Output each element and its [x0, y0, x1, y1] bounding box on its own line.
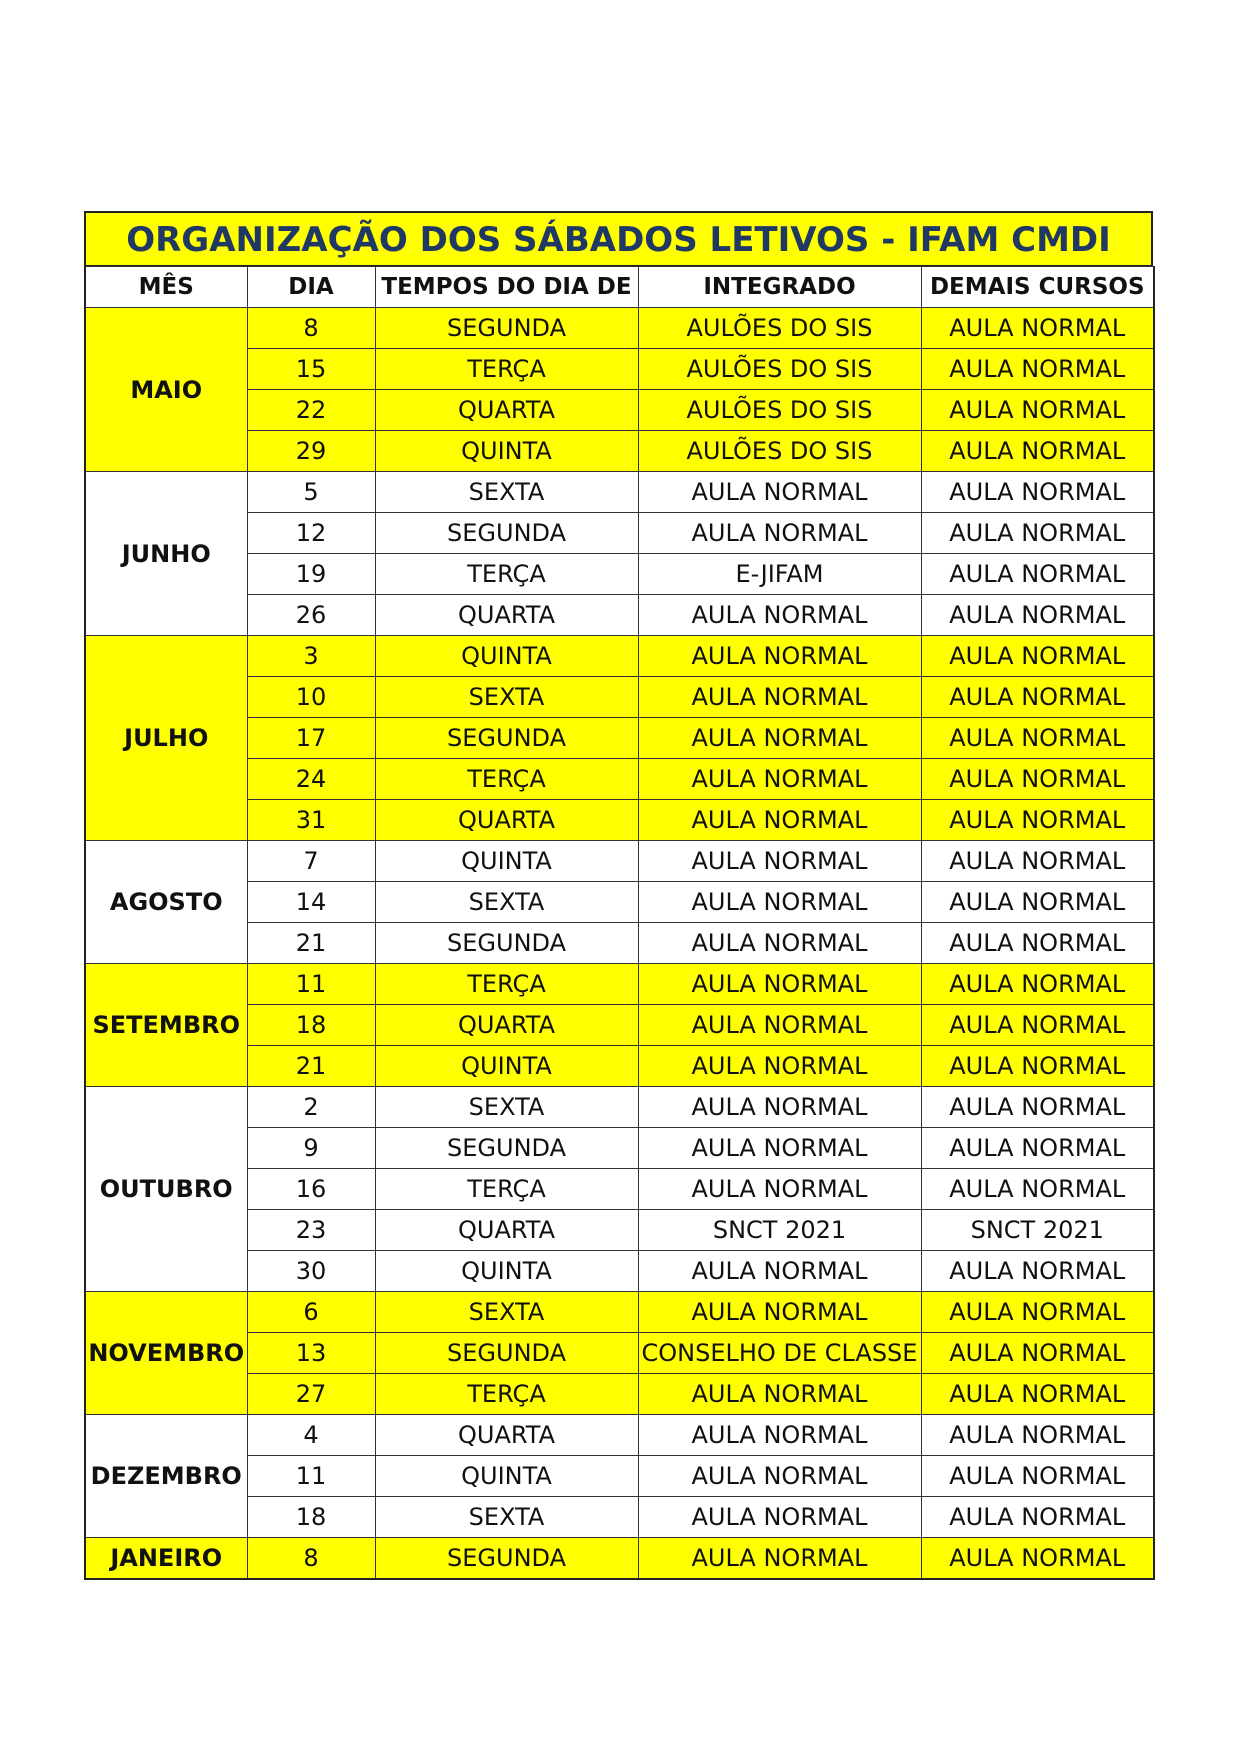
month-cell: AGOSTO: [85, 841, 247, 964]
day-cell: 16: [247, 1169, 375, 1210]
day-cell: 9: [247, 1128, 375, 1169]
integrado-cell: AULÕES DO SIS: [638, 308, 921, 349]
integrado-cell: AULA NORMAL: [638, 636, 921, 677]
demais-cursos-cell: AULA NORMAL: [921, 431, 1154, 472]
day-cell: 12: [247, 513, 375, 554]
weekday-cell: QUINTA: [375, 841, 638, 882]
integrado-cell: CONSELHO DE CLASSE: [638, 1333, 921, 1374]
day-cell: 3: [247, 636, 375, 677]
integrado-cell: AULA NORMAL: [638, 1538, 921, 1580]
weekday-cell: TERÇA: [375, 964, 638, 1005]
demais-cursos-cell: AULA NORMAL: [921, 1415, 1154, 1456]
day-cell: 21: [247, 1046, 375, 1087]
weekday-cell: TERÇA: [375, 1169, 638, 1210]
demais-cursos-cell: AULA NORMAL: [921, 800, 1154, 841]
demais-cursos-cell: AULA NORMAL: [921, 1374, 1154, 1415]
day-cell: 27: [247, 1374, 375, 1415]
integrado-cell: AULA NORMAL: [638, 1128, 921, 1169]
table-row: [85, 1415, 1154, 1456]
demais-cursos-cell: AULA NORMAL: [921, 308, 1154, 349]
integrado-cell: AULA NORMAL: [638, 1005, 921, 1046]
weekday-cell: SEGUNDA: [375, 1333, 638, 1374]
table-row: [85, 636, 1154, 677]
month-cell: OUTUBRO: [85, 1087, 247, 1292]
table-row: [85, 1292, 1154, 1333]
integrado-cell: AULA NORMAL: [638, 472, 921, 513]
demais-cursos-cell: AULA NORMAL: [921, 677, 1154, 718]
weekday-cell: QUINTA: [375, 431, 638, 472]
demais-cursos-cell: AULA NORMAL: [921, 390, 1154, 431]
month-cell: DEZEMBRO: [85, 1415, 247, 1538]
integrado-cell: AULA NORMAL: [638, 841, 921, 882]
day-cell: 11: [247, 964, 375, 1005]
weekday-cell: TERÇA: [375, 554, 638, 595]
day-cell: 14: [247, 882, 375, 923]
demais-cursos-cell: AULA NORMAL: [921, 1497, 1154, 1538]
day-cell: 31: [247, 800, 375, 841]
integrado-cell: AULÕES DO SIS: [638, 431, 921, 472]
weekday-cell: SEXTA: [375, 1087, 638, 1128]
schedule-body: [85, 308, 1154, 1580]
header-weekday-schedule: TEMPOS DO DIA DE: [375, 267, 638, 308]
weekday-cell: QUINTA: [375, 1251, 638, 1292]
month-cell: MAIO: [85, 308, 247, 472]
table-row: [85, 1538, 1154, 1580]
day-cell: 18: [247, 1005, 375, 1046]
integrado-cell: AULÕES DO SIS: [638, 390, 921, 431]
day-cell: 24: [247, 759, 375, 800]
integrado-cell: AULA NORMAL: [638, 800, 921, 841]
demais-cursos-cell: AULA NORMAL: [921, 513, 1154, 554]
day-cell: 2: [247, 1087, 375, 1128]
demais-cursos-cell: AULA NORMAL: [921, 636, 1154, 677]
day-cell: 7: [247, 841, 375, 882]
integrado-cell: SNCT 2021: [638, 1210, 921, 1251]
demais-cursos-cell: AULA NORMAL: [921, 595, 1154, 636]
integrado-cell: AULA NORMAL: [638, 1169, 921, 1210]
day-cell: 26: [247, 595, 375, 636]
demais-cursos-cell: SNCT 2021: [921, 1210, 1154, 1251]
integrado-cell: AULA NORMAL: [638, 1374, 921, 1415]
day-cell: 8: [247, 1538, 375, 1580]
weekday-cell: SEXTA: [375, 677, 638, 718]
weekday-cell: QUARTA: [375, 595, 638, 636]
weekday-cell: TERÇA: [375, 1374, 638, 1415]
table-row: [85, 308, 1154, 349]
weekday-cell: TERÇA: [375, 759, 638, 800]
table-row: [85, 1087, 1154, 1128]
document-title: ORGANIZAÇÃO DOS SÁBADOS LETIVOS - IFAM CMDI: [84, 211, 1153, 266]
integrado-cell: AULA NORMAL: [638, 1497, 921, 1538]
demais-cursos-cell: AULA NORMAL: [921, 1005, 1154, 1046]
integrado-cell: AULA NORMAL: [638, 595, 921, 636]
integrado-cell: AULA NORMAL: [638, 513, 921, 554]
demais-cursos-cell: AULA NORMAL: [921, 923, 1154, 964]
demais-cursos-cell: AULA NORMAL: [921, 1046, 1154, 1087]
demais-cursos-cell: AULA NORMAL: [921, 1456, 1154, 1497]
day-cell: 21: [247, 923, 375, 964]
integrado-cell: AULA NORMAL: [638, 1415, 921, 1456]
integrado-cell: AULA NORMAL: [638, 1292, 921, 1333]
day-cell: 30: [247, 1251, 375, 1292]
demais-cursos-cell: AULA NORMAL: [921, 1333, 1154, 1374]
weekday-cell: SEGUNDA: [375, 513, 638, 554]
header-integrado: INTEGRADO: [638, 267, 921, 308]
integrado-cell: AULÕES DO SIS: [638, 349, 921, 390]
table-row: [85, 472, 1154, 513]
weekday-cell: QUINTA: [375, 636, 638, 677]
weekday-cell: QUARTA: [375, 1210, 638, 1251]
demais-cursos-cell: AULA NORMAL: [921, 1292, 1154, 1333]
weekday-cell: SEXTA: [375, 472, 638, 513]
demais-cursos-cell: AULA NORMAL: [921, 1169, 1154, 1210]
day-cell: 18: [247, 1497, 375, 1538]
demais-cursos-cell: AULA NORMAL: [921, 1128, 1154, 1169]
weekday-cell: TERÇA: [375, 349, 638, 390]
demais-cursos-cell: AULA NORMAL: [921, 554, 1154, 595]
weekday-cell: SEGUNDA: [375, 1538, 638, 1580]
day-cell: 15: [247, 349, 375, 390]
day-cell: 17: [247, 718, 375, 759]
day-cell: 8: [247, 308, 375, 349]
weekday-cell: QUINTA: [375, 1456, 638, 1497]
month-cell: NOVEMBRO: [85, 1292, 247, 1415]
weekday-cell: SEXTA: [375, 1497, 638, 1538]
day-cell: 29: [247, 431, 375, 472]
integrado-cell: AULA NORMAL: [638, 1251, 921, 1292]
day-cell: 22: [247, 390, 375, 431]
demais-cursos-cell: AULA NORMAL: [921, 964, 1154, 1005]
header-month: MÊS: [85, 267, 247, 308]
demais-cursos-cell: AULA NORMAL: [921, 1251, 1154, 1292]
table-row: [85, 964, 1154, 1005]
integrado-cell: E-JIFAM: [638, 554, 921, 595]
weekday-cell: SEGUNDA: [375, 1128, 638, 1169]
weekday-cell: QUARTA: [375, 1005, 638, 1046]
demais-cursos-cell: AULA NORMAL: [921, 1538, 1154, 1580]
weekday-cell: QUARTA: [375, 1415, 638, 1456]
weekday-cell: SEXTA: [375, 882, 638, 923]
header-row: [85, 267, 1154, 308]
integrado-cell: AULA NORMAL: [638, 718, 921, 759]
day-cell: 6: [247, 1292, 375, 1333]
weekday-cell: SEGUNDA: [375, 923, 638, 964]
integrado-cell: AULA NORMAL: [638, 964, 921, 1005]
month-cell: SETEMBRO: [85, 964, 247, 1087]
day-cell: 19: [247, 554, 375, 595]
weekday-cell: QUARTA: [375, 390, 638, 431]
integrado-cell: AULA NORMAL: [638, 923, 921, 964]
weekday-cell: SEXTA: [375, 1292, 638, 1333]
month-cell: JULHO: [85, 636, 247, 841]
integrado-cell: AULA NORMAL: [638, 1087, 921, 1128]
day-cell: 13: [247, 1333, 375, 1374]
integrado-cell: AULA NORMAL: [638, 1456, 921, 1497]
day-cell: 23: [247, 1210, 375, 1251]
demais-cursos-cell: AULA NORMAL: [921, 718, 1154, 759]
day-cell: 11: [247, 1456, 375, 1497]
header-day: DIA: [247, 267, 375, 308]
demais-cursos-cell: AULA NORMAL: [921, 1087, 1154, 1128]
header-demais-cursos: DEMAIS CURSOS: [921, 267, 1154, 308]
month-cell: JUNHO: [85, 472, 247, 636]
demais-cursos-cell: AULA NORMAL: [921, 349, 1154, 390]
schedule-table: [84, 266, 1155, 1580]
integrado-cell: AULA NORMAL: [638, 677, 921, 718]
table-row: [85, 841, 1154, 882]
demais-cursos-cell: AULA NORMAL: [921, 472, 1154, 513]
demais-cursos-cell: AULA NORMAL: [921, 841, 1154, 882]
weekday-cell: SEGUNDA: [375, 718, 638, 759]
weekday-cell: QUINTA: [375, 1046, 638, 1087]
demais-cursos-cell: AULA NORMAL: [921, 882, 1154, 923]
weekday-cell: SEGUNDA: [375, 308, 638, 349]
integrado-cell: AULA NORMAL: [638, 882, 921, 923]
integrado-cell: AULA NORMAL: [638, 759, 921, 800]
month-cell: JANEIRO: [85, 1538, 247, 1580]
weekday-cell: QUARTA: [375, 800, 638, 841]
integrado-cell: AULA NORMAL: [638, 1046, 921, 1087]
demais-cursos-cell: AULA NORMAL: [921, 759, 1154, 800]
day-cell: 5: [247, 472, 375, 513]
day-cell: 4: [247, 1415, 375, 1456]
schedule-sheet: [84, 211, 1153, 1580]
day-cell: 10: [247, 677, 375, 718]
